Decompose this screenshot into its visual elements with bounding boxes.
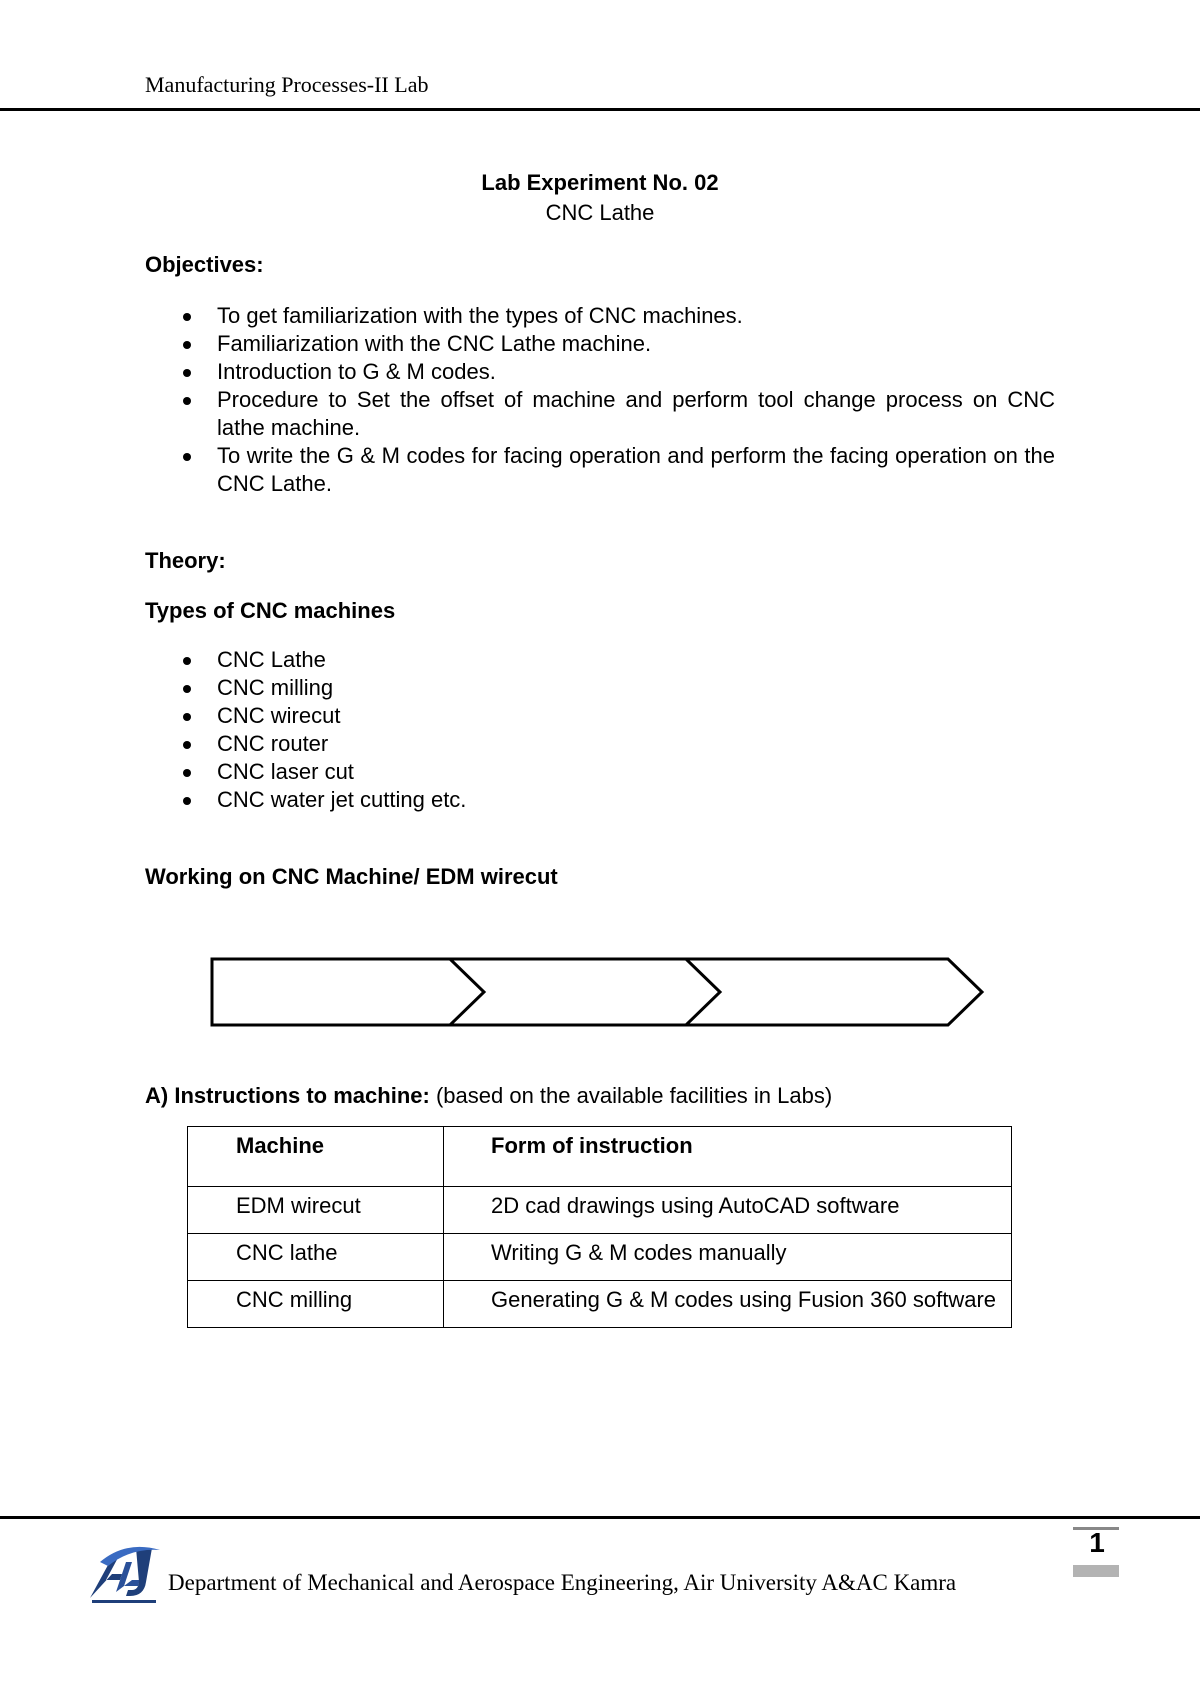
table-cell: CNC milling — [188, 1281, 444, 1328]
chevron-step-3 — [686, 959, 982, 1025]
chevron-step-2 — [450, 959, 720, 1025]
column-header: Form of instruction — [444, 1127, 1012, 1187]
page-number: 1 — [1089, 1527, 1105, 1558]
list-item: CNC laser cut — [145, 758, 1055, 786]
table-row — [188, 1234, 1012, 1281]
air-university-logo — [86, 1540, 162, 1610]
chevron-step-1 — [212, 959, 484, 1025]
instructions-label-prefix: A) — [145, 1083, 169, 1108]
objectives-list — [145, 302, 1055, 498]
table-header-row — [188, 1127, 1012, 1187]
list-item: To get familiarization with the types of CNC machines. — [145, 302, 1055, 330]
list-item: CNC milling — [145, 674, 1055, 702]
theory-heading: Theory: — [145, 548, 226, 573]
types-list — [145, 646, 1055, 814]
list-item: Introduction to G & M codes. — [145, 358, 1055, 386]
list-item: CNC wirecut — [145, 702, 1055, 730]
working-heading: Working on CNC Machine/ EDM wirecut — [145, 864, 558, 889]
process-chevron-diagram — [200, 950, 990, 1030]
table-cell: Generating G & M codes using Fusion 360 software — [444, 1281, 1012, 1328]
footer-department: Department of Mechanical and Aerospace Engineering, Air University A&AC Kamra — [168, 1570, 957, 1595]
table-row — [188, 1187, 1012, 1234]
table-cell: EDM wirecut — [188, 1187, 444, 1234]
list-item: To write the G & M codes for facing operation and perform the facing operation on the CNC Lathe. — [145, 442, 1055, 498]
page-content — [145, 168, 1055, 892]
experiment-subtitle: CNC Lathe — [545, 200, 655, 225]
table-row — [188, 1281, 1012, 1328]
footer-rule — [0, 1516, 1200, 1519]
page-number-bottom-bar — [1073, 1565, 1119, 1577]
running-header: Manufacturing Processes-II Lab — [145, 72, 429, 97]
instructions-label-rest: (based on the available facilities in Labs) — [435, 1083, 833, 1108]
column-header: Machine — [188, 1127, 444, 1187]
table-cell: 2D cad drawings using AutoCAD software — [444, 1187, 1012, 1234]
list-item: Procedure to Set the offset of machine and perform tool change process on CNC lathe machine. — [145, 386, 1055, 442]
list-item: CNC Lathe — [145, 646, 1055, 674]
table-cell: CNC lathe — [188, 1234, 444, 1281]
list-item: CNC water jet cutting etc. — [145, 786, 1055, 814]
instructions-label-bold: Instructions to machine: — [174, 1083, 430, 1108]
list-item: Familiarization with the CNC Lathe machine. — [145, 330, 1055, 358]
header-rule — [0, 108, 1200, 111]
instructions-table — [187, 1126, 1012, 1328]
experiment-title: Lab Experiment No. 02 — [481, 170, 719, 195]
types-heading: Types of CNC machines — [145, 598, 396, 623]
objectives-heading: Objectives: — [145, 252, 264, 277]
instructions-label — [145, 1081, 832, 1111]
list-item: CNC router — [145, 730, 1055, 758]
table-cell: Writing G & M codes manually — [444, 1234, 1012, 1281]
